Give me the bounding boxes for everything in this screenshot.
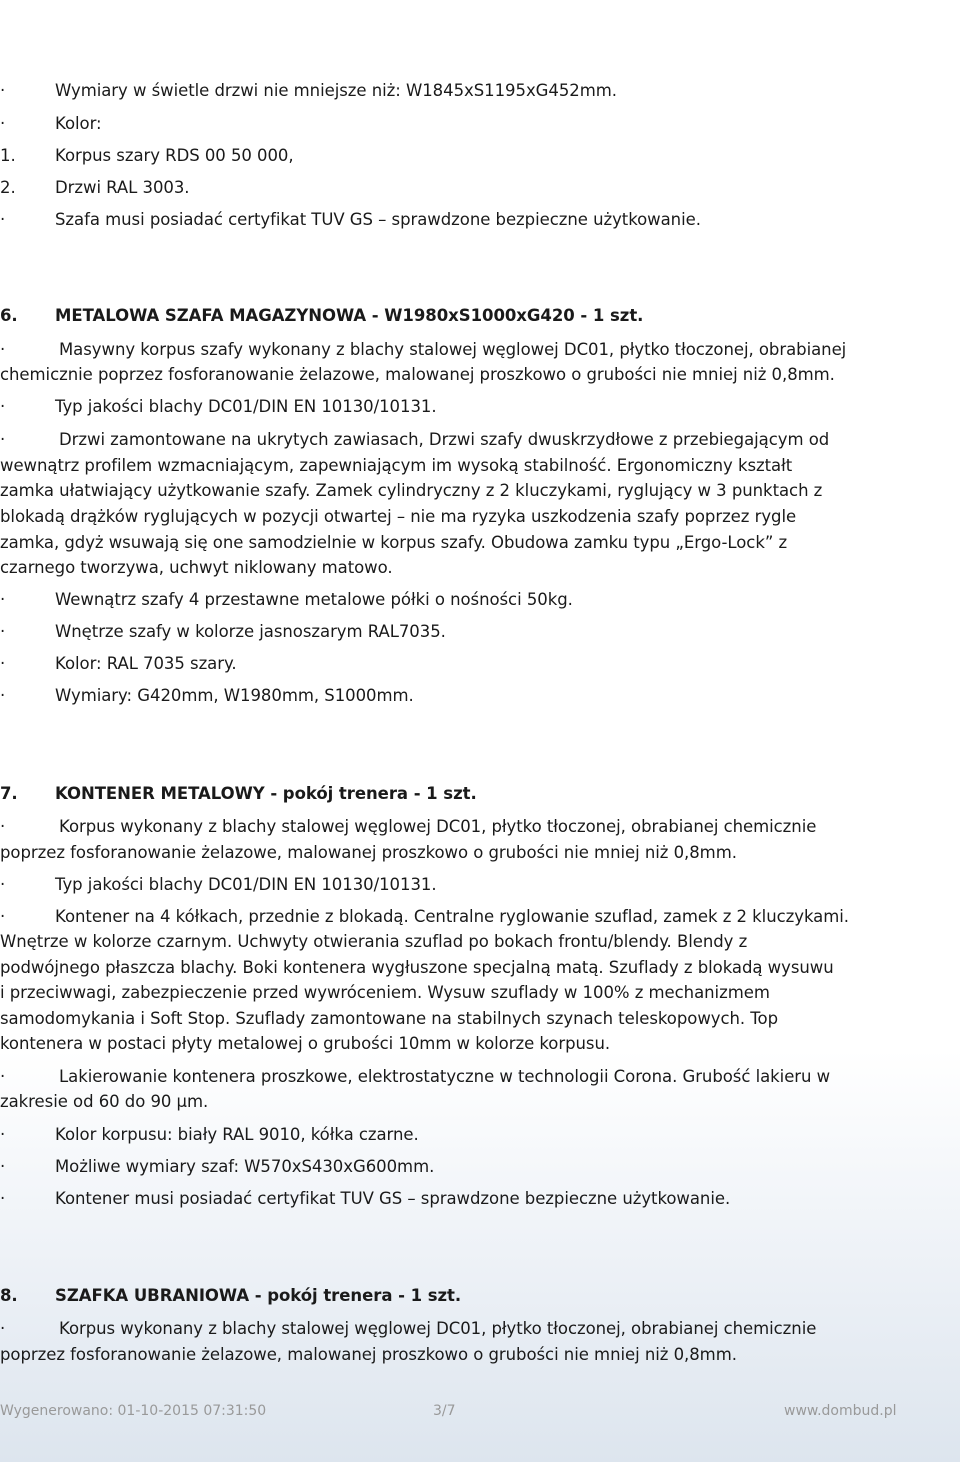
list-number: 2. (0, 178, 16, 197)
paragraph-text: zakresie od 60 do 90 µm. (0, 1092, 209, 1111)
paragraph-text: Korpus wykonany z blachy stalowej węglowej DC01, płytko tłoczonej, obrabianej chemicznie (59, 1319, 817, 1338)
list-text: Drzwi RAL 3003. (55, 178, 190, 197)
bullet: · (0, 875, 6, 894)
section-title: METALOWA SZAFA MAGAZYNOWA - W1980xS1000xG420 - 1 szt. (55, 306, 644, 325)
bullet: · (0, 817, 6, 836)
bullet: · (0, 430, 6, 449)
paragraph-line (0, 1009, 778, 1029)
paragraph-text: i przeciwwagi, zabezpieczenie przed wywróceniem. Wysuw szuflady w 100% z mechanizmem (0, 983, 770, 1002)
section-number: 8. (0, 1286, 18, 1305)
section-number: 6. (0, 306, 18, 325)
paragraph-text: Kontener na 4 kółkach, przednie z blokadą. Centralne ryglowanie szuflad, zamek z 2 kluczykami. (55, 907, 849, 926)
paragraph-text: Lakierowanie kontenera proszkowe, elektrostatyczne w technologii Corona. Grubość lakieru w (59, 1067, 831, 1086)
bullet: · (0, 654, 6, 673)
paragraph-line (0, 1092, 208, 1112)
paragraph-line (0, 507, 796, 527)
bullet-text: Kolor: RAL 7035 szary. (55, 654, 237, 673)
paragraph-text: chemicznie poprzez fosforanowanie żelazowe, malowanej proszkowo o grubości nie mniej niż 0,8mm. (0, 365, 835, 384)
section-title: SZAFKA UBRANIOWA - pokój trenera - 1 szt. (55, 1286, 462, 1305)
paragraph-line (0, 1345, 737, 1365)
paragraph-line (0, 1034, 610, 1054)
paragraph-text: samodomykania i Soft Stop. Szuflady zamontowane na stabilnych szynach teleskopowych. Top (0, 1009, 778, 1028)
footer-website-link[interactable]: www.dombud.pl (784, 1403, 897, 1419)
paragraph-line (0, 456, 792, 476)
paragraph-text: Wnętrze w kolorze czarnym. Uchwyty otwierania szuflad po bokach frontu/blendy. Blendy z (0, 932, 748, 951)
paragraph-text: zamka ułatwiający użytkowanie szafy. Zamek cylindryczny z 2 kluczykami, ryglujący w 3 punktach z (0, 481, 823, 500)
list-text: Korpus szary RDS 00 50 000, (55, 146, 294, 165)
paragraph-text: kontenera w postaci płyty metalowej o grubości 10mm w kolorze korpusu. (0, 1034, 611, 1053)
paragraph-text: poprzez fosforanowanie żelazowe, malowanej proszkowo o grubości nie mniej niż 0,8mm. (0, 843, 737, 862)
bullet-text: Możliwe wymiary szaf: W570xS430xG600mm. (55, 1157, 435, 1176)
paragraph-text: Masywny korpus szafy wykonany z blachy stalowej węglowej DC01, płytko tłoczonej, obrabianej (59, 340, 847, 359)
paragraph-line (0, 843, 737, 863)
bullet: · (0, 590, 6, 609)
section-number: 7. (0, 784, 18, 803)
bullet: · (0, 1157, 6, 1176)
paragraph-line (0, 983, 770, 1003)
bullet: · (0, 1067, 6, 1086)
bullet: · (0, 1319, 6, 1338)
bullet-text: Wnętrze szafy w kolorze jasnoszarym RAL7035. (55, 622, 446, 641)
paragraph-line (0, 365, 835, 385)
footer-generated: Wygenerowano: 01-10-2015 07:31:50 (0, 1403, 267, 1419)
bullet-text: Kolor korpusu: biały RAL 9010, kółka czarne. (55, 1125, 419, 1144)
bullet-text: Szafa musi posiadać certyfikat TUV GS – sprawdzone bezpieczne użytkowanie. (55, 210, 701, 229)
bullet-text: Kolor: (55, 114, 102, 133)
paragraph-text: Drzwi zamontowane na ukrytych zawiasach, Drzwi szafy dwuskrzydłowe z przebiegającym od (59, 430, 830, 449)
bullet-text: Typ jakości blachy DC01/DIN EN 10130/10131. (55, 875, 437, 894)
bullet: · (0, 1125, 6, 1144)
footer-page-number: 3/7 (433, 1403, 456, 1419)
paragraph-text: wewnątrz profilem wzmacniającym, zapewniającym im wysoką stabilność. Ergonomiczny kształt (0, 456, 793, 475)
bullet-text: Wymiary: G420mm, W1980mm, S1000mm. (55, 686, 414, 705)
paragraph-text: blokadą drążków ryglujących w pozycji otwartej – nie ma ryzyka uszkodzenia szafy poprzez rygle (0, 507, 797, 526)
paragraph-line (0, 932, 747, 952)
section-title: KONTENER METALOWY - pokój trenera - 1 szt. (55, 784, 477, 803)
bullet: · (0, 907, 6, 926)
list-number: 1. (0, 146, 16, 165)
bullet: · (0, 686, 6, 705)
paragraph-line (0, 958, 834, 978)
paragraph-text: Korpus wykonany z blachy stalowej węglowej DC01, płytko tłoczonej, obrabianej chemicznie (59, 817, 817, 836)
bullet: · (0, 210, 6, 229)
paragraph-line (0, 558, 393, 578)
bullet: · (0, 81, 6, 100)
bullet-text: Wewnątrz szafy 4 przestawne metalowe półki o nośności 50kg. (55, 590, 573, 609)
bullet: · (0, 397, 6, 416)
paragraph-text: podwójnego płaszcza blachy. Boki kontenera wygłuszone specjalną matą. Szuflady z blokadą wysuwu (0, 958, 834, 977)
paragraph-text: poprzez fosforanowanie żelazowe, malowanej proszkowo o grubości nie mniej niż 0,8mm. (0, 1345, 737, 1364)
paragraph-line (0, 481, 822, 501)
paragraph-text: czarnego tworzywa, uchwyt niklowany matowo. (0, 558, 393, 577)
bullet: · (0, 1189, 6, 1208)
paragraph-text: zamka, gdyż wsuwają się one samodzielnie w korpus szafy. Obudowa zamku typu „Ergo-Lock” z (0, 533, 788, 552)
bullet-text: Wymiary w świetle drzwi nie mniejsze niż: W1845xS1195xG452mm. (55, 81, 617, 100)
bullet: · (0, 114, 6, 133)
bullet-text: Kontener musi posiadać certyfikat TUV GS – sprawdzone bezpieczne użytkowanie. (55, 1189, 731, 1208)
bullet: · (0, 340, 6, 359)
bullet: · (0, 622, 6, 641)
paragraph-line (0, 533, 787, 553)
bullet-text: Typ jakości blachy DC01/DIN EN 10130/10131. (55, 397, 437, 416)
